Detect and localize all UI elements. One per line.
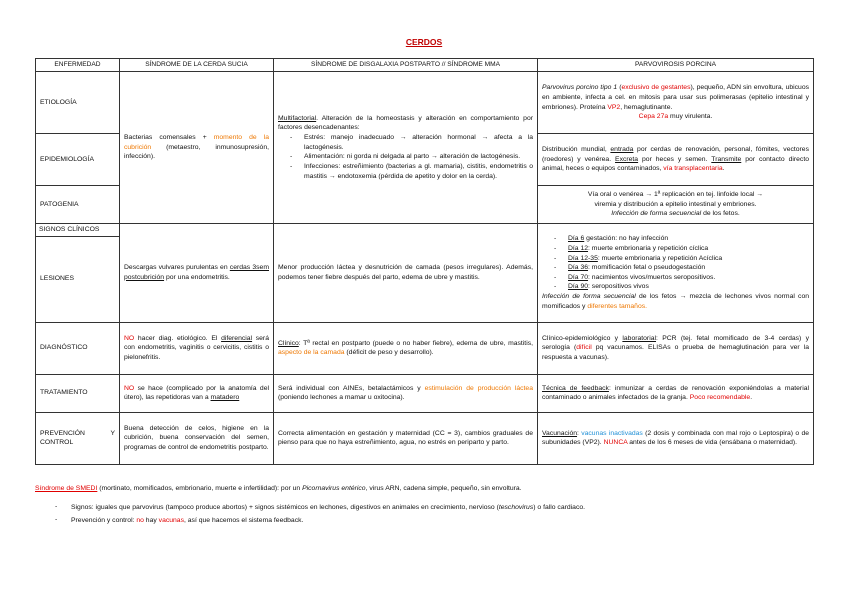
cell-mma-prevencion: Correcta alimentación en gestación y maternidad (CC = 3), cambios graduales de pienso para que no haya estreñimiento, agua, no estrés en periparto y parto. [274, 412, 538, 464]
list-item: - Día 6 gestación: no hay infección [568, 234, 809, 244]
list-item: - Día 12-35: muerte embrionaria y repetición Acíclica [568, 254, 809, 264]
header-cerda-sucia: SÍNDROME DE LA CERDA SUCIA [120, 59, 274, 72]
list-item: - Estrés: manejo inadecuado → alteración hormonal → afecta a la lactogénesis. [304, 133, 533, 152]
cell-mma-tratamiento: Será individual con AINEs, betalactámicos y estimulación de producción láctea (poniendo lechones a mamar u oxitocina). [274, 374, 538, 412]
label-prevencion: PREVENCIÓN Y CONTROL [36, 412, 120, 464]
cell-parvo-tratamiento: Técnica de feedback: inmunizar a cerdas de renovación exponiéndolas a material contaminado o animales infectados de la granja. Poco recomendable. [538, 374, 814, 412]
cell-parvo-epidemiologia: Distribución mundial, entrada por cerdas de renovación, personal, fómites, vectores (roedores) y venérea. Excreta por heces y semen. Transmite por contacto directo animal, heces o equipos contaminados, vía transplacentaria. [538, 134, 814, 186]
cell-parvo-patogenia: Vía oral o venérea → 1ª replicación en tej. linfoide local → viremia y distribución a epitelio intestinal y embriones. Infección de forma secuencial de los fetos. [538, 186, 814, 224]
label-patogenia: PATOGENIA [36, 186, 120, 224]
cell-cerda-sucia-diagnostico: NO hacer diag. etiológico. El diferencial será con endometritis, vaginitis o cervicitis, cistitis o pielonefritis. [120, 322, 274, 374]
bullet-dash: - [55, 503, 58, 510]
list-item: - Infecciones: estreñimiento (bacterias a gl. mamaria), cistitis, endometritis o mastitis → endotoxemia (pérdida de apetito y dolor en la cerda). [304, 162, 533, 181]
list-item: - Alimentación: ni gorda ni delgada al parto → alteración de lactogénesis. [304, 152, 533, 162]
cell-parvo-etiologia: Parvovirus porcino tipo 1 (exclusivo de gestantes), pequeño, ADN sin envoltura, ubicuos en ambiente, infecta a cel. en mitosis para usar sus polimerasas (epitelio intestinal y embriones). Proteína VP2, hemaglutinante. Cepa 27a muy virulenta. [538, 72, 814, 134]
label-signos: SIGNOS CLÍNICOS [36, 224, 120, 237]
label-lesiones: LESIONES [36, 236, 120, 322]
header-enfermedad: ENFERMEDAD [36, 59, 120, 72]
page-title: CERDOS [405, 37, 443, 47]
cell-cerda-sucia-lesiones: Descargas vulvares purulentas en cerdas 3sem postcubrición por una endometritis. [120, 224, 274, 323]
row-tratamiento [36, 374, 814, 412]
cell-parvo-diagnostico: Clínico-epidemiológico y laboratorial: PCR (tej. fetal momificado de 3-4 cerdas) y serología (difícil pq vacunamos. ELISAs o prueba de hemaglutinación para ver la respuesta a vacunas). [538, 322, 814, 374]
header-row [36, 59, 814, 72]
cell-cerda-sucia-tratamiento: NO se hace (complicado por la anatomía del útero), las repetidoras van a matadero [120, 374, 274, 412]
row-signos [36, 224, 814, 237]
cell-mma-lesiones: Menor producción láctea y desnutrición de camada (pesos irregulares). Además, podemos tener fiebre después del parto, edema de ubre y mastitis. [274, 224, 538, 323]
list-item: - Día 36: momificación fetal o pseudogestación [568, 263, 809, 273]
row-diagnostico [36, 322, 814, 374]
row-etiologia [36, 72, 814, 134]
parvo-days-list [542, 234, 809, 292]
cell-cerda-sucia-etiologia: Bacterias comensales + momento de la cubrición (metaestro, inmunosupresión, infección). [120, 72, 274, 224]
smedi-prevencion: Prevención y control: no hay vacunas, así que hacemos el sistema feedback. [71, 517, 304, 524]
smedi-paragraph: Síndrome de SMEDI (mortinato, momificados, embrionario, muerte e infertilidad): por un Picornavirus entérico, virus ARN, cadena simple, pequeño, sin envoltura. [35, 485, 522, 492]
cell-parvo-prevencion: Vacunación: vacunas inactivadas (2 dosis y combinada con mal rojo o Leptospira) o de subunidades (VP2). NUNCA antes de los 6 meses de vida (ensábana o maternidad). [538, 412, 814, 464]
list-item: - Día 12: muerte embrionaria y repetición cíclica [568, 244, 809, 254]
smedi-signos: Signos: iguales que parvovirus (tampoco produce abortos) + signos sistémicos en lechones, digestivos en animales en crecimiento, nervioso (teschovirus) o fallo cardiaco. [71, 504, 586, 511]
label-diagnostico: DIAGNÓSTICO [36, 322, 120, 374]
cell-parvo-lesiones: - Día 6 gestación: no hay infección - Día 12: muerte embrionaria y repetición cíclica - Día 12-35: muerte embrionaria y repetición Acíclica - Día 36: momificación fetal o pseudogestación - Día 70: nacimientos vivos/muertos seropositivos. - Día 90: seropositivos vivos Infección de forma secuencial de los fetos → mezcla de lechones vivos normal con momificados y diferentes tamaños. [538, 224, 814, 323]
cell-mma-etiologia: Multifactorial. Alteración de la homeostasis y alteración en comportamiento por factores desencadenantes: - Estrés: manejo inadecuado → alteración hormonal → afecta a la lactogénesis. - Alimentación: ni gorda ni delgada al parto → alteración de lactogénesis. - Infecciones: estreñimiento (bacterias a gl. mamaria), cistitis, endometritis o mastitis → endotoxemia (pérdida de apetito y dolor en la cerda). [274, 72, 538, 224]
disease-table [35, 58, 814, 465]
label-epidemiologia: EPIDEMIOLOGÍA [36, 134, 120, 186]
row-prevencion [36, 412, 814, 464]
list-item: - Día 70: nacimientos vivos/muertos seropositivos. [568, 273, 809, 283]
label-tratamiento: TRATAMIENTO [36, 374, 120, 412]
header-parvovirosis: PARVOVIROSIS PORCINA [538, 59, 814, 72]
cell-cerda-sucia-prevencion: Buena detección de celos, higiene en la cubrición, buena conservación del semen, programas de control de endometritis postparto. [120, 412, 274, 464]
mma-factor-list [278, 133, 533, 181]
cell-mma-diagnostico: Clínico: Tª rectal en postparto (puede o no haber fiebre), edema de ubre, mastitis, aspecto de la camada (déficit de peso y desarrollo). [274, 322, 538, 374]
header-mma: SÍNDROME DE DISGALAXIA POSTPARTO // SÍNDROME MMA [274, 59, 538, 72]
label-etiologia: ETIOLOGÍA [36, 72, 120, 134]
bullet-dash: - [55, 516, 58, 523]
list-item: - Día 90: seropositivos vivos [568, 282, 809, 292]
